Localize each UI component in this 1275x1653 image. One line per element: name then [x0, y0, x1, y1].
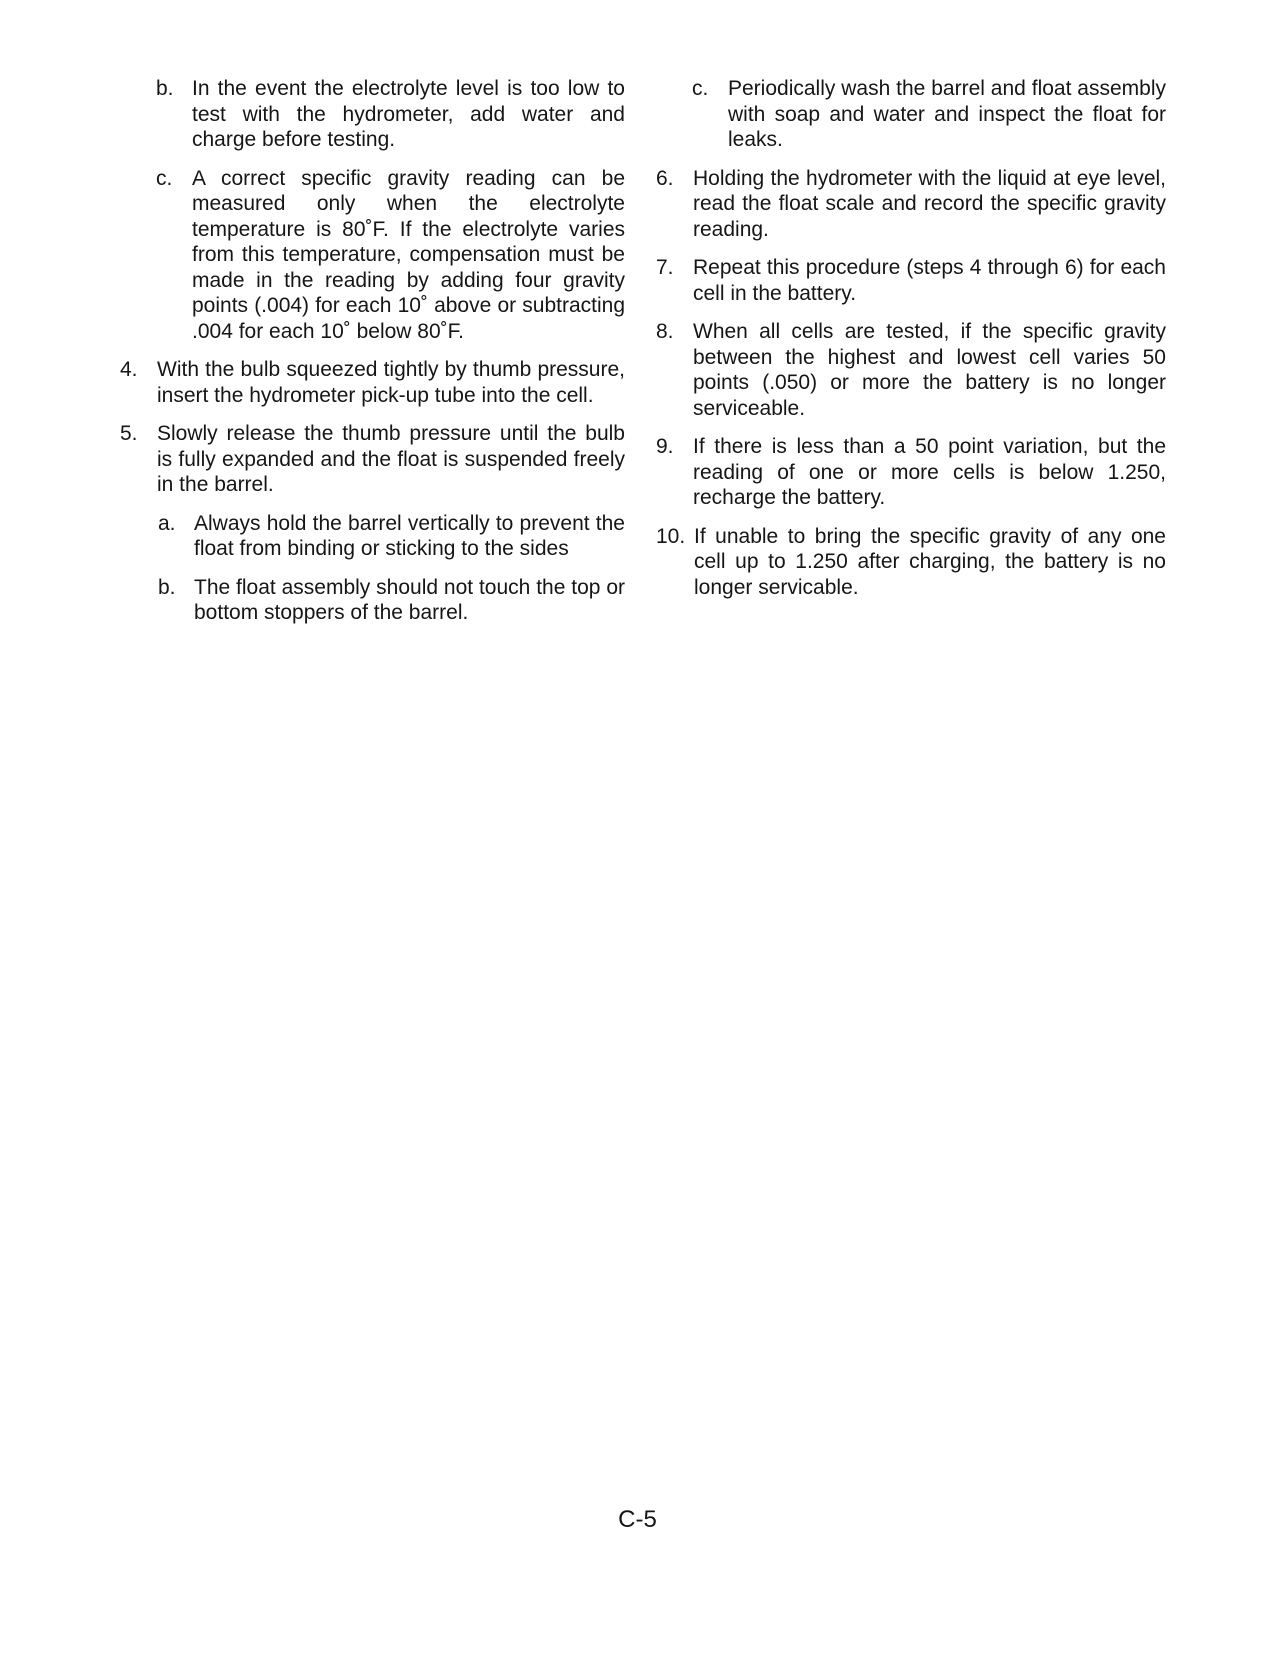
list-marker: 8. [656, 320, 674, 343]
list-item-text: In the event the electrolyte level is too low to test with the hydrometer, add water and charge before testing. [192, 77, 625, 151]
list-item [120, 421, 625, 498]
list-item-text: When all cells are tested, if the specific gravity between the highest and lowest cell varies 50 points (.050) or more the battery is no longer serviceable. [693, 320, 1166, 420]
list-item [120, 511, 625, 562]
list-item-text: A correct specific gravity reading can be measured only when the electrolyte temperature is 80˚F. If the electrolyte varies from this temperature, compensation must be made in the reading by adding four gravity points (.004) for each 10˚ above or subtracting .004 for each 10˚ below 80˚F. [192, 166, 625, 343]
list-item-text: If there is less than a 50 point variation, but the reading of one or more cells is below 1.250, recharge the battery. [693, 435, 1166, 509]
list-item-text: Always hold the barrel vertically to prevent the float from binding or sticking to the sides [194, 511, 625, 560]
list-marker: 9. [656, 435, 674, 458]
left-column [120, 76, 625, 639]
list-item-text: Holding the hydrometer with the liquid at eye level, read the float scale and record the specific gravity reading. [693, 166, 1166, 241]
list-item [656, 524, 1166, 601]
list-item [120, 575, 625, 626]
list-item [656, 319, 1166, 421]
list-item [656, 166, 1166, 243]
list-marker: 5. [120, 422, 138, 445]
list-item-text: The float assembly should not touch the top or bottom stoppers of the barrel. [194, 575, 625, 624]
list-marker: b. [156, 77, 174, 100]
list-marker: b. [158, 575, 176, 599]
list-marker: 10. [656, 524, 686, 548]
list-item [120, 357, 625, 408]
list-item-text: If unable to bring the specific gravity of any one cell up to 1.250 after charging, the battery is no longer servicable. [694, 524, 1166, 599]
list-item [656, 76, 1166, 153]
list-item-text: Periodically wash the barrel and float assembly with soap and water and inspect the float for leaks. [728, 77, 1166, 151]
list-item [656, 255, 1166, 306]
list-item [656, 434, 1166, 511]
right-column [656, 76, 1166, 613]
list-item-text: Slowly release the thumb pressure until the bulb is fully expanded and the float is suspended freely in the barrel. [157, 422, 625, 496]
list-marker: c. [692, 77, 709, 100]
list-marker: 4. [120, 358, 138, 381]
list-item-text: With the bulb squeezed tightly by thumb pressure, insert the hydrometer pick-up tube into the cell. [157, 358, 625, 407]
list-item-text: Repeat this procedure (steps 4 through 6) for each cell in the battery. [693, 256, 1166, 305]
list-marker: 7. [656, 256, 674, 279]
list-marker: 6. [656, 166, 674, 190]
list-item [120, 76, 625, 153]
list-item [120, 166, 625, 345]
list-marker: a. [158, 511, 176, 535]
page-number: C-5 [618, 1506, 657, 1533]
list-marker: c. [156, 166, 173, 190]
